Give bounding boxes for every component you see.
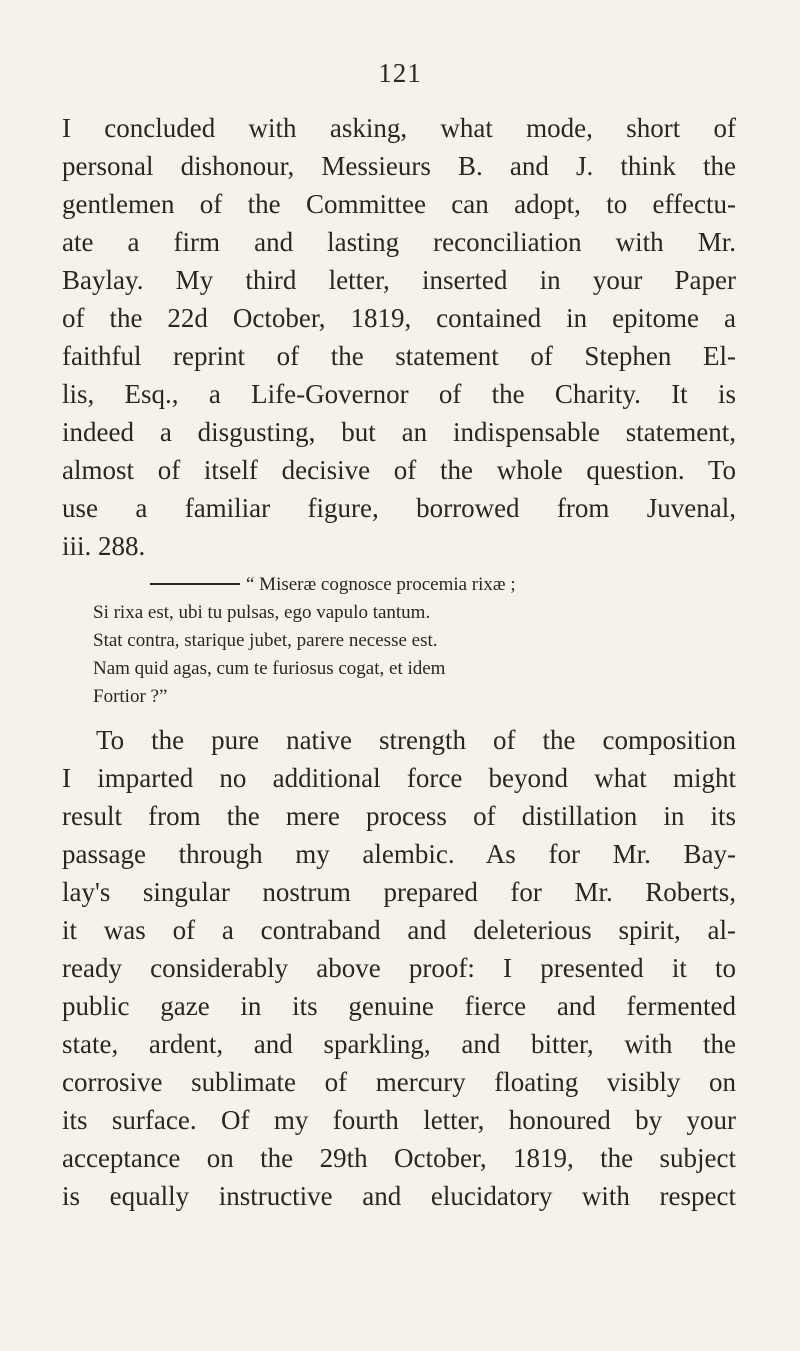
body-line: iii. 288.	[62, 531, 146, 561]
quote-dash	[150, 583, 240, 585]
body-line: I concluded with asking, what mode, short of	[62, 113, 736, 143]
body-line: To the pure native strength of the composition	[96, 725, 736, 755]
body-line: passage through my alembic. As for Mr. Bay-	[62, 839, 736, 869]
latin-quote-line: Si rixa est, ubi tu pulsas, ego vapulo tantum.	[93, 602, 431, 623]
body-line: corrosive sublimate of mercury floating visibly on	[62, 1067, 736, 1097]
body-line: faithful reprint of the statement of Stephen El-	[62, 341, 736, 371]
body-line: almost of itself decisive of the whole question. To	[62, 455, 736, 485]
body-line: public gaze in its genuine fierce and fermented	[62, 991, 736, 1021]
latin-quote-line: Stat contra, starique jubet, parere necesse est.	[93, 630, 438, 651]
body-line: personal dishonour, Messieurs B. and J. think the	[62, 151, 736, 181]
body-line: ready considerably above proof: I presented it to	[62, 953, 736, 983]
body-line: ate a firm and lasting reconciliation with Mr.	[62, 227, 736, 257]
body-line: lis, Esq., a Life-Governor of the Charity. It is	[62, 379, 736, 409]
page-number: 121	[378, 58, 422, 88]
body-line: lay's singular nostrum prepared for Mr. Roberts,	[62, 877, 736, 907]
body-line: of the 22d October, 1819, contained in epitome a	[62, 303, 736, 333]
body-line: Baylay. My third letter, inserted in your Paper	[62, 265, 736, 295]
body-line: its surface. Of my fourth letter, honoured by your	[62, 1105, 736, 1135]
body-line: gentlemen of the Committee can adopt, to effectu-	[62, 189, 736, 219]
body-line: result from the mere process of distillation in its	[62, 801, 736, 831]
body-line: indeed a disgusting, but an indispensable statement,	[62, 417, 736, 447]
latin-quote-line	[150, 573, 516, 597]
latin-quote-line: Fortior ?”	[93, 686, 168, 707]
body-line: is equally instructive and elucidatory with respect	[62, 1181, 736, 1211]
latin-quote-line: Nam quid agas, cum te furiosus cogat, et idem	[93, 658, 446, 679]
body-line: I imparted no additional force beyond what might	[62, 763, 736, 793]
quote-text: “ Miseræ cognosce procemia rixæ ;	[246, 574, 516, 595]
body-line: it was of a contraband and deleterious spirit, al-	[62, 915, 736, 945]
body-line: acceptance on the 29th October, 1819, the subject	[62, 1143, 736, 1173]
body-line: use a familiar figure, borrowed from Juvenal,	[62, 493, 736, 523]
body-line: state, ardent, and sparkling, and bitter, with the	[62, 1029, 736, 1059]
